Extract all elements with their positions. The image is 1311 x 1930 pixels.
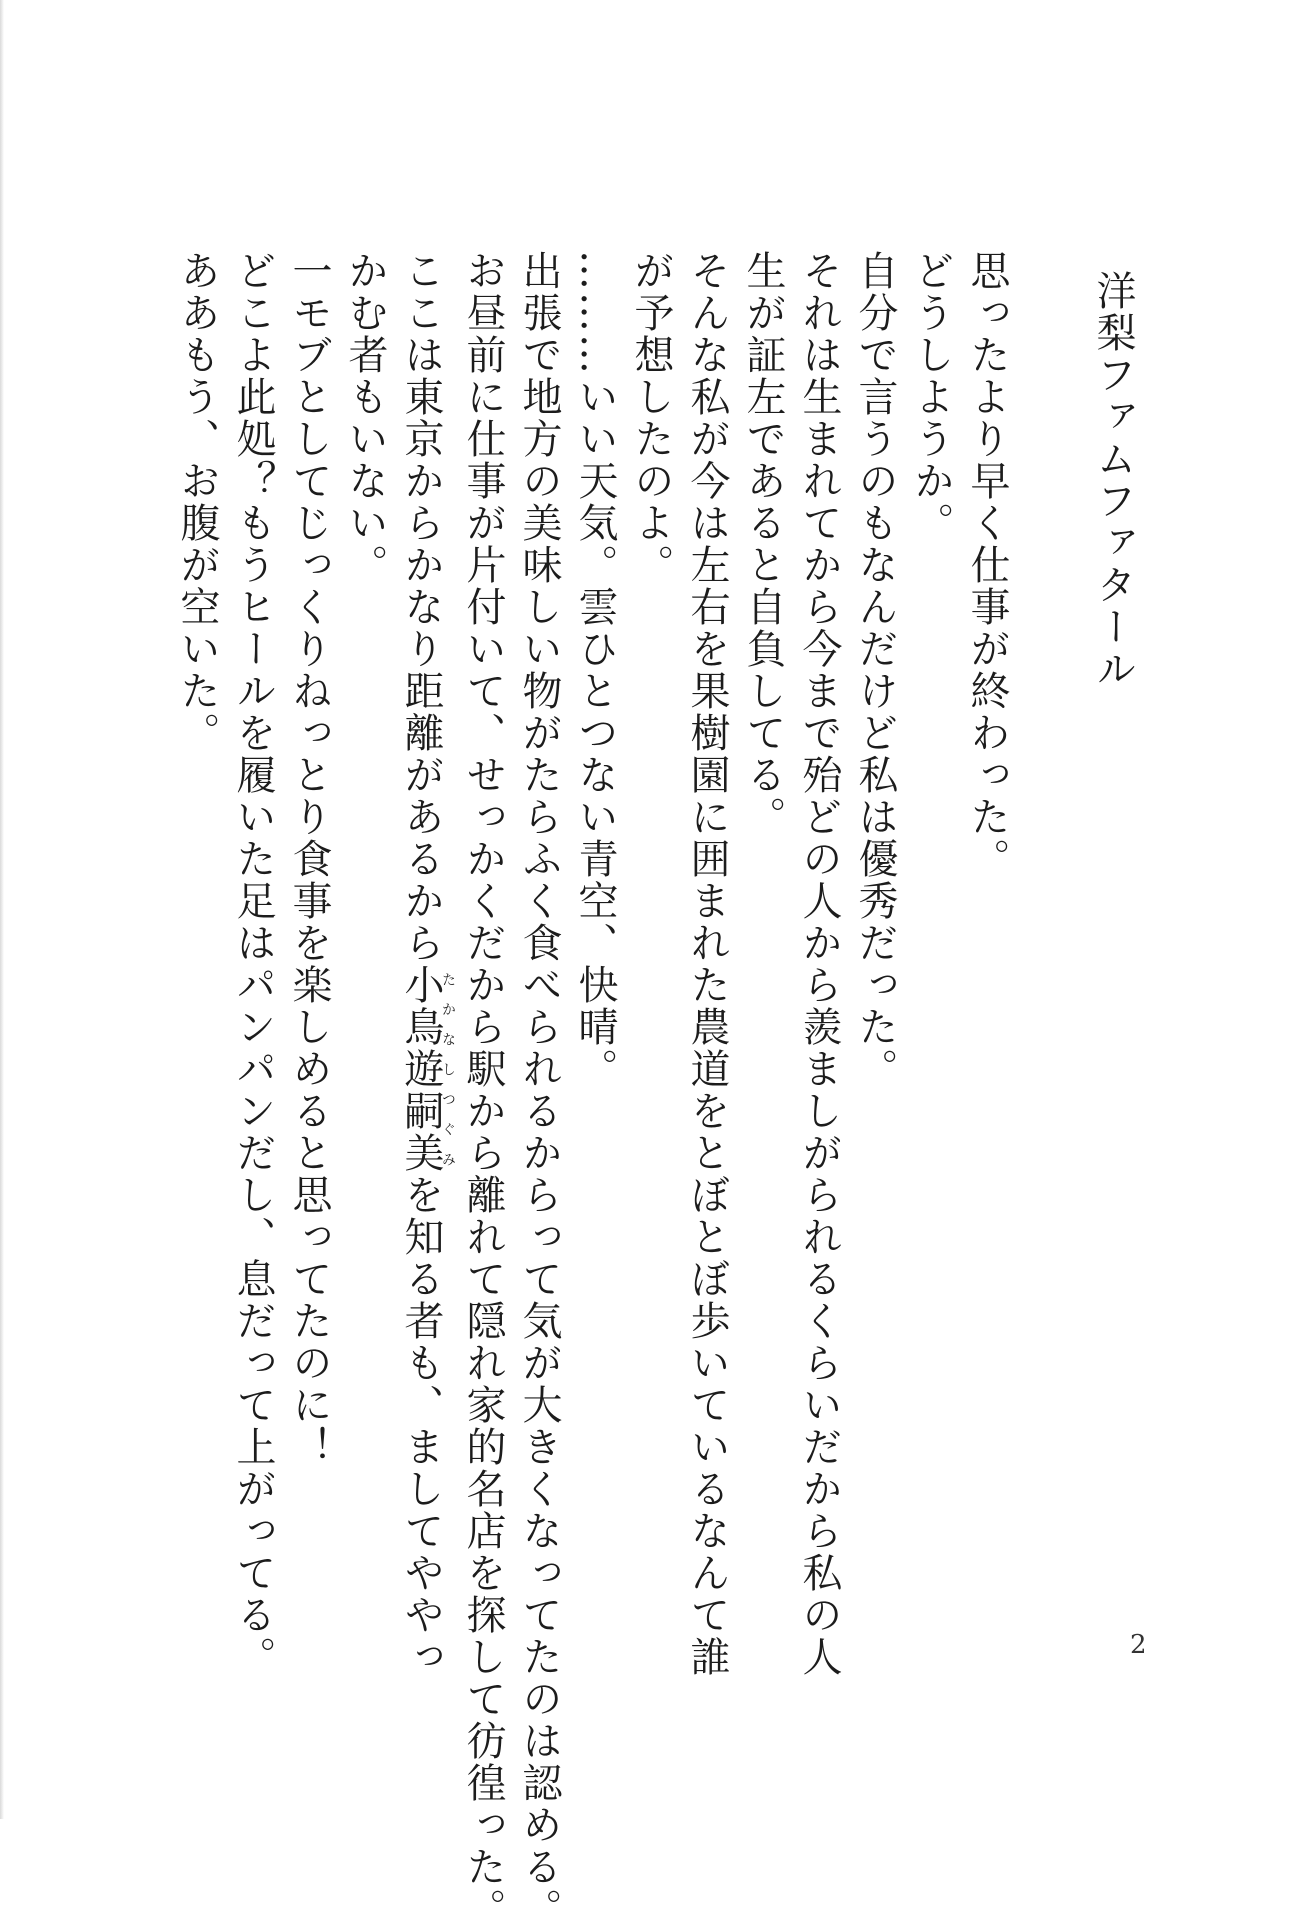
name-ruby [398,964,456,1174]
page-edge-shadow [0,0,4,1819]
paragraph-6: ………いい天気。雲ひとつない青空、快晴。 [572,250,618,1090]
paragraph-7: 出張で地方の美味しい物がたらふく食べられるからって気が大きくなってたのは認める。 [516,250,562,1930]
paragraph-1: 思ったより早く仕事が終わった。 [964,250,1010,880]
paragraph-9-after: を知る者も、ましてややっかむ者もいない。 [342,250,444,1678]
ruby-reading: たかなしつぐみ [440,964,456,1174]
paragraph-5: そんな私が今は左右を果樹園に囲まれた農道をとぼとぼ歩いているなんて誰が予想したのよ。 [628,250,730,1678]
paragraph-10: 一モブとしてじっくりねっとり食事を楽しめると思ってたのに！ [286,250,332,1468]
paragraph-9 [337,250,455,1710]
paragraph-11: どこよ此処？もうヒールを履いた足はパンパンだし、息だって上がってる。 [230,250,276,1678]
paragraph-2: どうしようか。 [908,250,954,544]
paragraph-12: ああもう、お腹が空いた。 [174,250,220,754]
paragraph-9-before: ここは東京からかなり距離があるから [398,250,444,964]
chapter-title: 洋梨ファムファタール [1090,270,1136,690]
paragraph-3: 自分で言うのもなんだけど私は優秀だった。 [852,250,898,1090]
ruby-base: 小鳥遊嗣美 [398,964,444,1174]
paragraph-8: お昼前に仕事が片付いて、せっかくだから駅から離れて隠れ家的名店を探して彷徨った。 [460,250,506,1930]
page-number: 2 [1130,1630,1147,1660]
paragraph-4: それは生まれてから今まで殆どの人から羨ましがられるくらいだから私の人生が証左であると自負してる。 [740,250,842,1678]
body-text [169,250,1071,1930]
title-spacer [1015,250,1071,1710]
